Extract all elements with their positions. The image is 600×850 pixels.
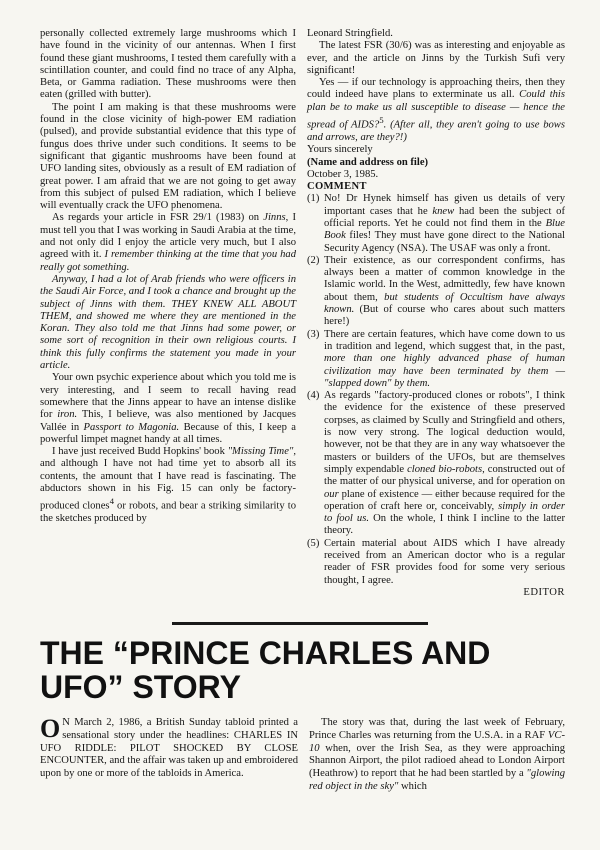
article-title: THE “PRINCE CHARLES AND UFO” STORY bbox=[40, 635, 491, 705]
paragraph: The story was that, during the last week of February, Prince Charles was returning from the U.S.A. in a RAF VC-10 when, over the Irish Sea, as they were approaching Shannon Airport, the pilot radioed ahead to London Airport (Heathrow) to report that he had been startled by a "glowing red object in the sky" which bbox=[309, 717, 565, 792]
paragraph: Yes — if our technology is approaching theirs, then they could indeed have plans to exterminate us all. Could this plan be to make us all susceptible to disease — hence the spread of AIDS?$^5$. (After all, they aren't going to use bows and arrows, are they?!) bbox=[307, 77, 566, 143]
footnote-marker: 4 bbox=[109, 496, 114, 507]
comment-note: (1) No! Dr Hynek himself has given us details of very important cases that he knew had been the subject of official reports. Yet he could not find them in the Blue Book files! They must have gone direct to the National Security Agency (NSA). The USAF was only a front. bbox=[307, 193, 565, 254]
comment-heading: COMMENT bbox=[307, 181, 367, 193]
signoff: Yours sincerely bbox=[307, 144, 373, 156]
paragraph: personally collected extremely large mushrooms which I have found in the vicinity of our antennas. When I first found these giant mushrooms, I tested them carefully with a scintillation counter, and could find no trace of any Alpha, Beta, or Gamma radiation. These mushrooms were then eaten (grilled with butter). bbox=[40, 28, 296, 101]
comment-note: (5) Certain material about AIDS which I have already received from an American doctor who is a regular reader of FSR provides food for some very serious thought, I agree. bbox=[307, 537, 565, 586]
comment-note: (3) There are certain features, which have come down to us in tradition and legend, which suggest that, in the past, more than one highly advanced phase of human civilization may have been terminated by them — "slapped down" by them. bbox=[307, 328, 565, 389]
footnote-marker: 5 bbox=[379, 115, 384, 126]
paragraph: Leonard Stringfield. bbox=[307, 28, 393, 39]
section-divider bbox=[172, 622, 428, 625]
drop-cap: O bbox=[40, 714, 61, 743]
editor-signature: EDITOR bbox=[523, 586, 565, 598]
name-on-file: (Name and address on file) bbox=[307, 156, 429, 168]
paragraph: Your own psychic experience about which you told me is very interesting, and I seem to recall having read somewhere that the Jinns appear to have an intense dislike for iron. This, I believe, was also mentioned by Jacques Vallée in Passport to Magonia. Because of this, I keep a powerful limpet magnet handy at all times. bbox=[40, 372, 296, 445]
paragraph: The latest FSR (30/6) was as interesting and enjoyable as ever, and the article on Jinns by the Turkish Sufi very significant! bbox=[307, 40, 565, 76]
paragraph: O N March 2, 1986, a British Sunday tabloid printed a sensational story under the headlines: CHARLES IN UFO RIDDLE: PILOT SHOCKED BY CLOSE ENCOUNTER, and the affair was taken up and embroidered upon by one or more of the tabloids in America. bbox=[40, 714, 298, 780]
paragraph: Anyway, I had a lot of Arab friends who were officers in the Saudi Air Force, and I took a chance and brought up the subject of Jinns with them. THEY KNEW ALL ABOUT THEM, and showed me where they are mentioned in the Koran. They also told me that Jinns had some power, or some sort of recognition in their own religious courts. I think this fully confirms the statement you made in your article. bbox=[40, 273, 296, 372]
article-right-column bbox=[309, 717, 565, 794]
comment-note: (4) As regards "factory-produced clones or robots", I think the evidence for the existence of these preserved corpses, as claimed by Scully and Stringfield and others, is now very strong. The logical deduction would, however, not be that they are in any way whatsoever the masters or builders of the UFOs, but are themselves simply expendable cloned bio-robots, constructed out of the matter of our physical universe, and for operation on our plane of existence — either because required for the operation of craft here or, conceivably, simply in order to fool us. On the whole, I think I incline to the latter theory. bbox=[307, 390, 565, 537]
article-left-column bbox=[40, 714, 298, 781]
comment-notes bbox=[307, 193, 565, 587]
paragraph: I have just received Budd Hopkins' book "Missing Time", and although I have not had time yet to absorb all its contents, the amount that I have read is fascinating. The abductors shown in his Fig. 15 can only be factory-produced clones$^4$ or robots, and bear a striking similarity to the sketches produced by bbox=[40, 446, 297, 525]
letter-date: October 3, 1985. bbox=[307, 168, 379, 180]
comment-note: (2) Their existence, as our correspondent confirms, has always been a matter of common knowledge in the Islamic world. In the West, admittedly, few have known about them, but students of Occultism have always known. (But of course who cares about such matters here!) bbox=[307, 254, 565, 328]
letter-left-column bbox=[40, 28, 296, 525]
paragraph: The point I am making is that these mushrooms were found in the close vicinity of high-power EM radiation (pulsed), and provide substantial evidence that this type of fungus does thrive under such conditions. It seems to be significant that gigantic mushrooms have been found at UFO landing sites, obviously as a result of EM radiation of great power. I am afraid that we are not going to get away from this subject of pulsed EM radiation, which I believe will eventually crack the UFO phenomena. bbox=[40, 101, 296, 212]
letter-right-column bbox=[307, 28, 565, 599]
paragraph: As regards your article in FSR 29/1 (1983) on Jinns, I must tell you that I was working in Saudi Arabia at the time, and not only did I enjoy the article very much, but I also agreed with it. I remember thinking at the time that you had really got something. bbox=[40, 212, 297, 273]
